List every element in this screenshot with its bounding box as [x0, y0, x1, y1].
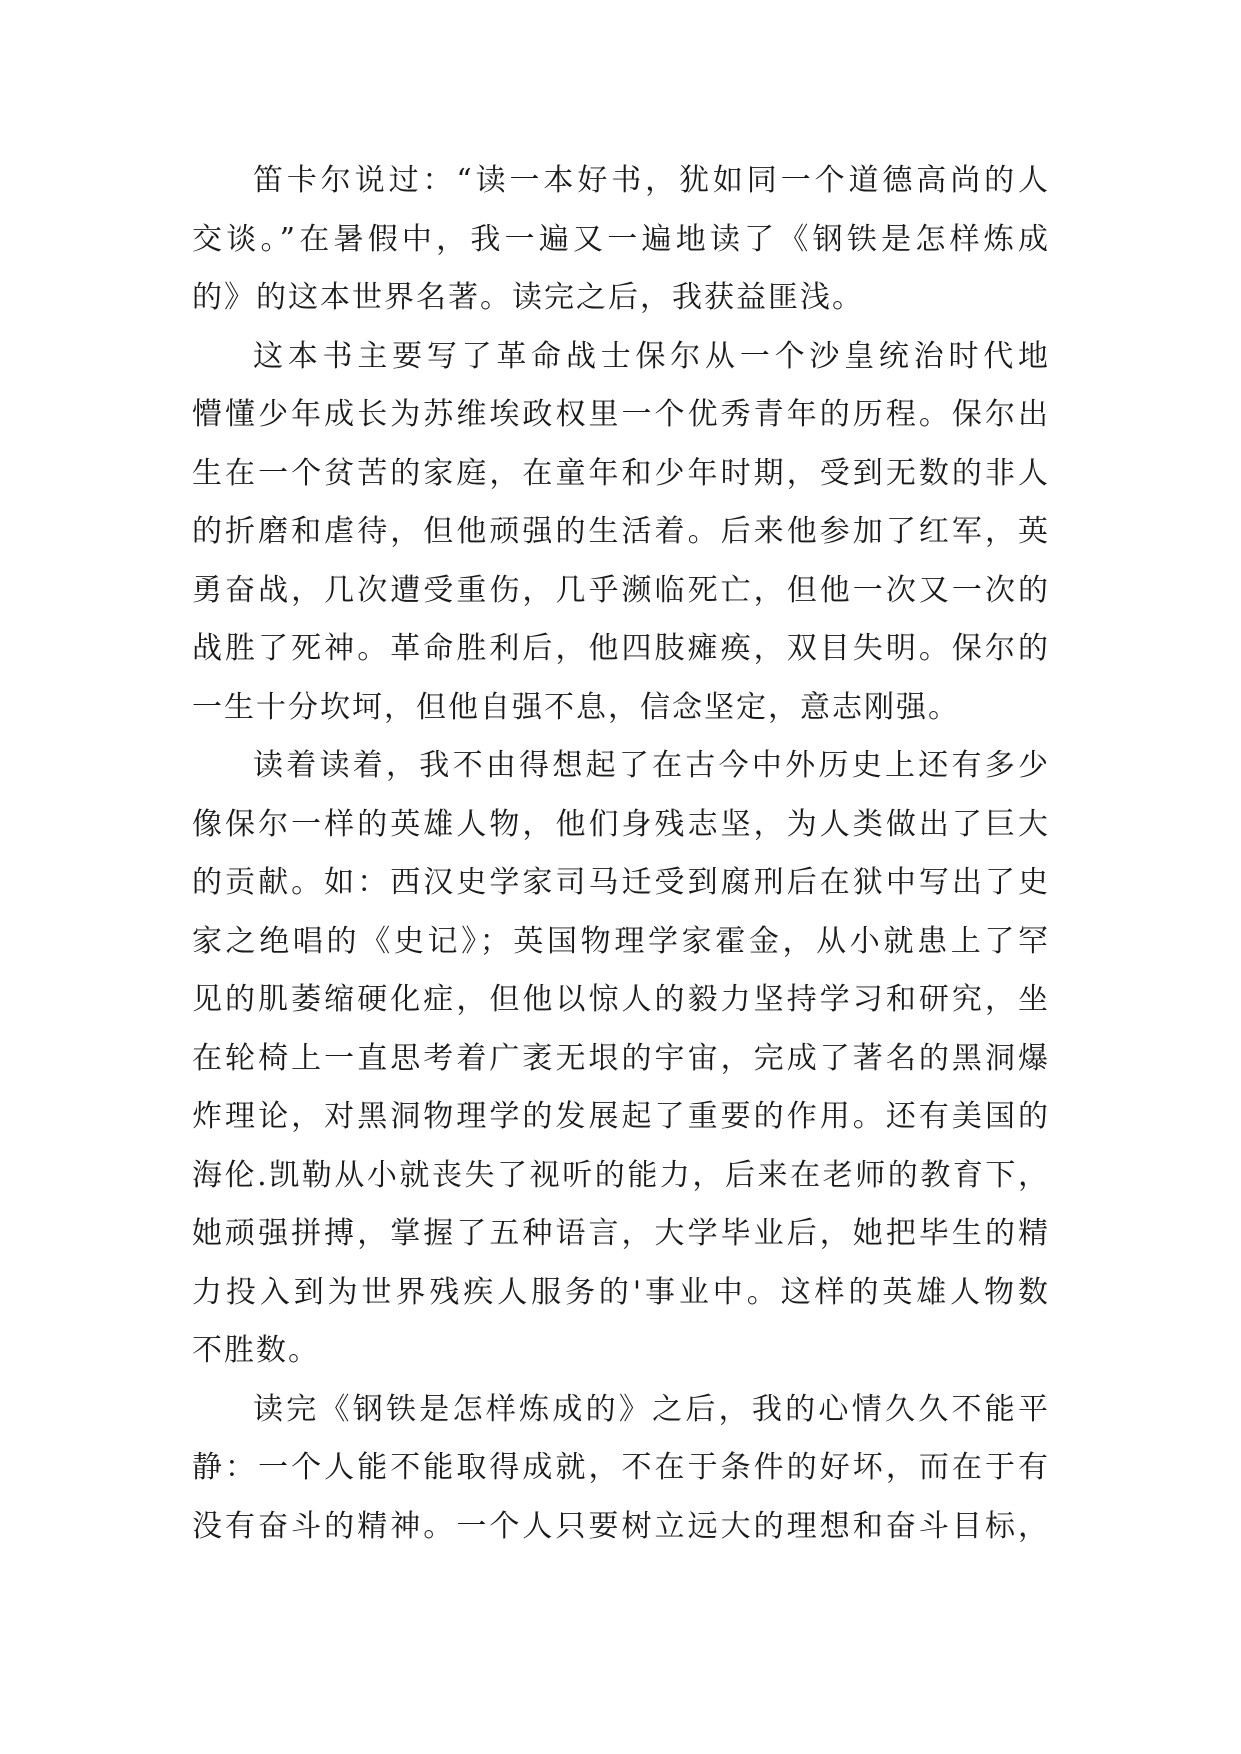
text-line: 读完《钢铁是怎样炼成的》之后，我的心情久久不能平: [253, 1391, 1050, 1427]
text-line: 见的肌萎缩硬化症，但他以惊人的毅力坚持学习和研究，坐: [192, 982, 1050, 1017]
text-line: 战胜了死神。革命胜利后，他四肢瘫痪，双目失明。保尔的: [192, 631, 1050, 666]
text-line: 不胜数。: [192, 1333, 320, 1368]
paragraph-1: [192, 152, 1050, 328]
text-line: 的》的这本世界名著。读完之后，我获益匪浅。: [192, 280, 864, 315]
text-line: 交谈。”在暑假中，我一遍又一遍地读了《钢铁是怎样炼成: [192, 221, 1050, 257]
text-line: 像保尔一样的英雄人物，他们身残志坚，为人类做出了巨大: [192, 806, 1050, 842]
paragraph-4: [192, 1381, 1050, 1557]
text-line: 懵懂少年成长为苏维埃政权里一个优秀青年的历程。保尔出: [192, 397, 1050, 432]
paragraph-2: [192, 328, 1050, 738]
text-line: 静：一个人能不能取得成就，不在于条件的好坏，而在于有: [192, 1450, 1050, 1485]
text-line: 没有奋斗的精神。一个人只要树立远大的理想和奋斗目标，: [192, 1508, 1050, 1544]
text-line: 海伦.凯勒从小就丧失了视听的能力，后来在老师的教育下，: [192, 1157, 1050, 1193]
text-line: 她顽强拼搏，掌握了五种语言，大学毕业后，她把毕生的精: [192, 1216, 1050, 1251]
document-body: [192, 152, 1050, 1556]
text-line: 一生十分坎坷，但他自强不息，信念坚定，意志刚强。: [192, 689, 960, 725]
text-line: 的贡献。如：西汉史学家司马迁受到腐刑后在狱中写出了史: [192, 865, 1050, 900]
paragraph-3: [192, 737, 1050, 1381]
text-line: 笛卡尔说过：“读一本好书，犹如同一个道德高尚的人: [253, 163, 1050, 198]
text-line: 读着读着，我不由得想起了在古今中外历史上还有多少: [253, 748, 1050, 783]
text-line: 生在一个贫苦的家庭，在童年和少年时期，受到无数的非人: [192, 455, 1050, 491]
text-line: 在轮椅上一直思考着广袤无垠的宇宙，完成了著名的黑洞爆: [192, 1040, 1050, 1076]
text-line: 家之绝唱的《史记》；英国物理学家霍金，从小就患上了罕: [192, 923, 1050, 959]
text-line: 勇奋战，几次遭受重伤，几乎濒临死亡，但他一次又一次的: [192, 572, 1050, 608]
text-line: 力投入到为世界残疾人服务的'事业中。这样的英雄人物数: [192, 1274, 1050, 1310]
text-line: 这本书主要写了革命战士保尔从一个沙皇统治时代地: [253, 338, 1050, 374]
text-line: 的折磨和虐待，但他顽强的生活着。后来他参加了红军，英: [192, 514, 1050, 549]
text-line: 炸理论，对黑洞物理学的发展起了重要的作用。还有美国的: [192, 1099, 1050, 1134]
